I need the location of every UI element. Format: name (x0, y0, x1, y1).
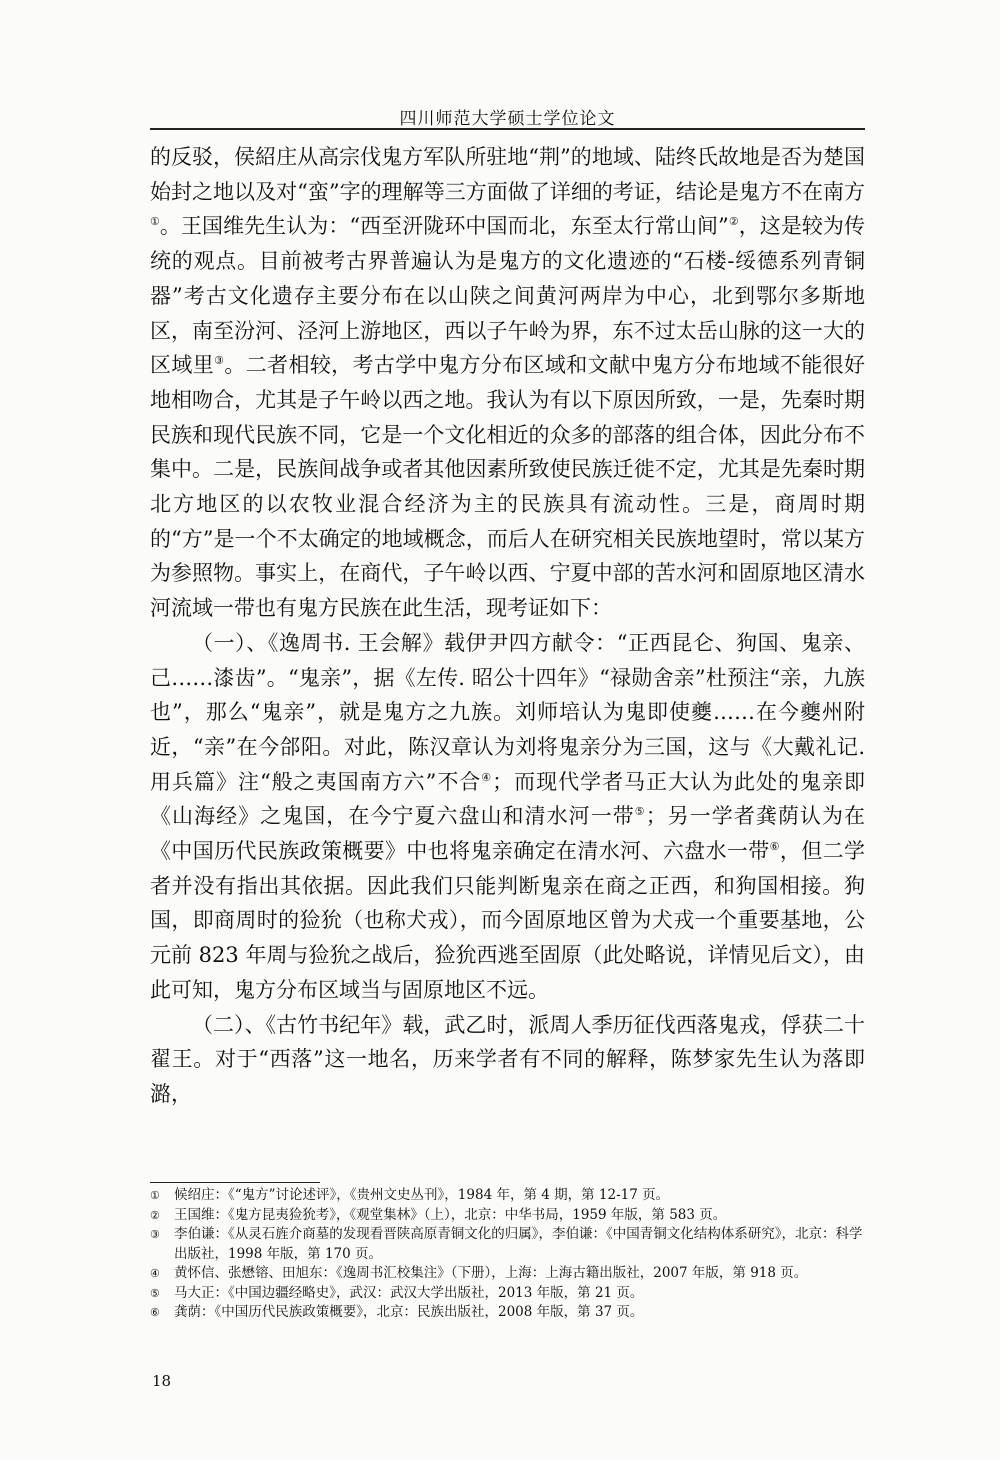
footnote-mark: ③ (150, 1228, 160, 1241)
footnote-mark: ⑥ (150, 1306, 160, 1319)
body-text (150, 140, 865, 1112)
footnote (150, 1284, 865, 1304)
footnote-text: 黄怀信、张懋镕、田旭东：《逸周书汇校集注》（下册），上海：上海古籍出版社，2007 年版，第 918 页。 (174, 1265, 808, 1281)
footnote-text: 马大正：《中国边疆经略史》，武汉：武汉大学出版社，2013 年版，第 21 页。 (174, 1284, 644, 1301)
footnotes (150, 1186, 865, 1323)
footnote-reference[interactable]: ⑤ (634, 805, 646, 819)
paragraph-text: ，这是较为传统的观点。目前被考古界普遍认为是鬼方的文化遗迹的“石楼-绥德系列青铜器”考古文化遗存主要分布在以山陕之间黄河两岸为中心，北到鄂尔多斯地区，南至汾河、泾河上游地区，西以子午岭为界，东不过太岳山脉的这一大的区域里 (150, 214, 865, 378)
paragraph-text: ；而现代学者马正大认为此处的鬼亲即《山海经》之鬼国，在今宁夏六盘山和清水河一带 (150, 769, 865, 829)
footnote-rule (150, 1182, 320, 1183)
footnote-reference[interactable]: ③ (214, 354, 225, 368)
footnote (150, 1206, 865, 1226)
paragraph-text: （一）、《逸周书. 王会解》载伊尹四方献令：“正西昆仑、狗国、鬼亲、己……漆齿”。“鬼亲”，据《左传. 昭公十四年》“禄勋舍亲”杜预注“亲，九族也”，那么“鬼亲”，就是鬼方之九族。刘师培认为鬼即使夔……在今夔州附近，“亲”在今郃阳。对此，陈汉章认为刘将鬼亲分为三国，这与《大戴礼记. 用兵篇》注“般之夷国南方六”不合 (150, 630, 865, 794)
running-header: 四川师范大学硕士学位论文 (399, 109, 616, 129)
footnote (150, 1186, 865, 1206)
paragraph-text: ；另一学者龚荫认为在《中国历代民族政策概要》中也将鬼亲确定在清水河、六盘水一带 (150, 804, 866, 864)
footnote-text: 龚荫：《中国历代民族政策概要》，北京：民族出版社，2008 年版，第 37 页。 (174, 1304, 644, 1320)
paragraph-text: 的反驳，侯紹庄从高宗伐鬼方军队所驻地“荆”的地域、陆终氏故地是否为楚国始封之地以及对“蛮”字的理解等三方面做了详细的考证，结论是鬼方不在南方 (150, 145, 865, 204)
footnote-mark: ④ (150, 1267, 160, 1280)
body-paragraph (150, 1008, 865, 1112)
body-paragraph (150, 140, 865, 626)
footnote-mark: ① (150, 1189, 160, 1202)
paragraph-text: 。二者相较，考古学中鬼方分布区域和文献中鬼方分布地域不能很好地相吻合，尤其是子午岭以西之地。我认为有以下原因所致，一是，先秦时期民族和现代民族不同，它是一个文化相近的众多的部落的组合体，因此分布不集中。二是，民族间战争或者其他因素所致使民族迁徙不定，尤其是先秦时期北方地区的以农牧业混合经济为主的民族具有流动性。三是，商周时期的“方”是一个不太确定的地域概念，而后人在研究相关民族地望时，常以某方为参照物。事实上，在商代，子午岭以西、宁夏中部的苦水河和固原地区清水河流域一带也有鬼方民族在此生活，现考证如下： (150, 353, 865, 621)
footnote-reference[interactable]: ④ (481, 770, 493, 784)
footnote-reference[interactable]: ⑥ (769, 840, 780, 854)
paragraph-text: （二）、《古竹书纪年》载，武乙时，派周人季历征伐西落鬼戎，俘获二十翟王。对于“西落”这一地名，历来学者有不同的解释，陈梦家先生认为落即潞， (150, 1012, 865, 1106)
paragraph-text: ，但二学者并没有指出其依据。因此我们只能判断鬼亲在商之正西，和狗国相接。狗国，即商周时的猃狁（也称犬戎），而今固原地区曾为犬戎一个重要基地，公元前 823 年周与猃狁之战后，猃狁西逃至固原（此处略说，详情见后文），由此可知，鬼方分布区域当与固原地区不远。 (150, 839, 865, 1002)
footnote-reference[interactable]: ② (728, 215, 739, 229)
paragraph-text: 。王国维先生认为：“西至汧陇环中国而北，东至太行常山间” (159, 214, 729, 239)
footnote-mark: ② (150, 1208, 160, 1222)
footnote-mark: ⑤ (150, 1286, 160, 1300)
body-paragraph (150, 626, 865, 1008)
footnote-reference[interactable]: ① (150, 215, 160, 229)
footnote-text: 李伯谦：《从灵石旌介商墓的发现看晋陕高原青铜文化的归属》，李伯谦：《中国青铜文化结构体系研究》，北京：科学出版社，1998 年版，第 170 页。 (174, 1226, 863, 1262)
page-number: 18 (152, 1372, 172, 1390)
footnote-text: 候绍庄：《“鬼方”讨论述评》，《贵州文史丛刊》，1984 年，第 4 期，第 12-17 页。 (174, 1187, 670, 1203)
footnote (150, 1225, 865, 1264)
footnote (150, 1264, 865, 1284)
header-rule (150, 128, 865, 130)
footnote-text: 王国维：《鬼方昆夷猃狁考》，《观堂集林》（上），北京：中华书局，1959 年版，第 583 页。 (174, 1206, 727, 1223)
footnote (150, 1303, 865, 1323)
